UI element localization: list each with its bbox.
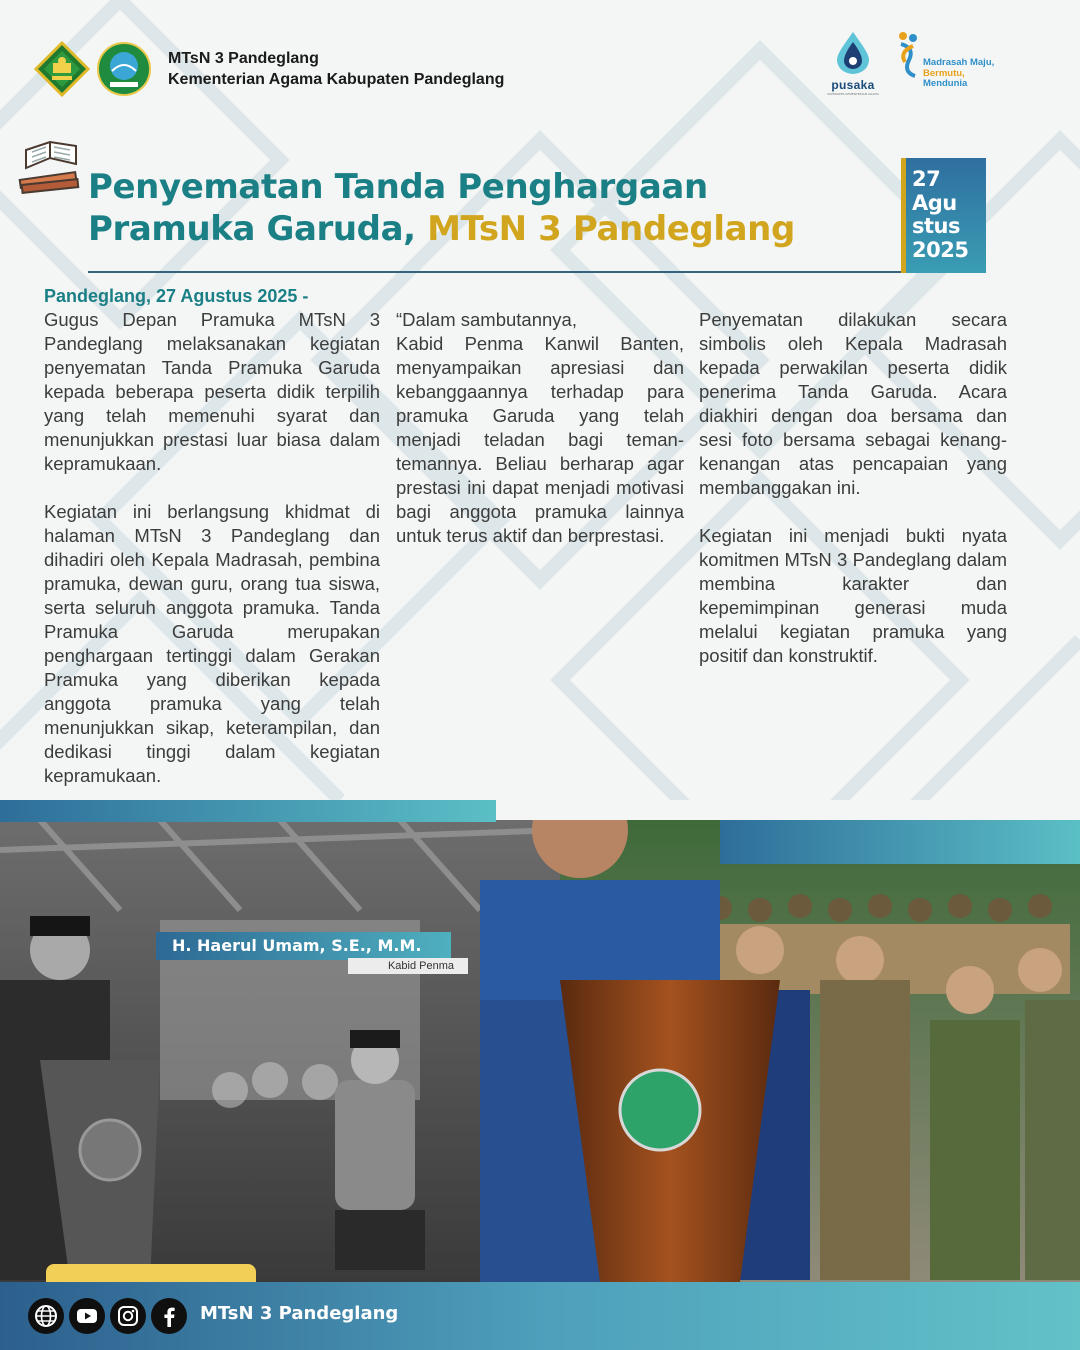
paragraph-1: Gugus Depan Pramuka MTsN 3 Pandeglang melaksanakan kegiatan penyematan Tanda Pramuka Garuda kepada beberapa peserta didik terpilih yang telah memenuhi syarat dan menunjukkan prestasi luar biasa dalam kepramukaan.	[44, 309, 380, 474]
madrasah-tagline-1: Madrasah Maju,	[923, 57, 995, 68]
instagram-icon[interactable]	[110, 1298, 146, 1334]
title-line-2	[88, 208, 888, 250]
speaker-role-caption: Kabid Penma	[348, 958, 468, 974]
pusaka-sub: SUPERAPPS KEMENTERIAN AGAMA	[827, 92, 879, 96]
footer-account-name: MTsN 3 Pandeglang	[200, 1303, 399, 1324]
article-title	[88, 166, 888, 250]
book-icon	[14, 138, 86, 194]
globe-icon[interactable]	[28, 1298, 64, 1334]
pandeglang-logo	[96, 41, 152, 97]
youtube-icon[interactable]	[69, 1298, 105, 1334]
ministry-name: Kementerian Agama Kabupaten Pandeglang	[168, 71, 505, 88]
facebook-icon[interactable]	[151, 1298, 187, 1334]
date-month-part-1: Agu	[912, 190, 957, 215]
title-part-2: Pramuka Garuda,	[88, 209, 428, 249]
paragraph-5: Kegiatan ini menjadi bukti nyata komitmen MTsN 3 Pandeglang dalam membina karakter dan kepemimpinan generasi muda melalui kegiatan pramuka yang positif dan konstruktif.	[699, 525, 1007, 666]
paragraph-3: Kabid Penma Kanwil Banten, menyampaikan apresiasi dan kebanggaannya terhadap para pramuka Garuda yang telah menjadi teladan bagi teman-temannya. Beliau berharap agar prestasi ini dapat menjadi motivasi bagi anggota pramuka lainnya untuk terus aktif dan berprestasi.	[396, 333, 684, 546]
school-name: MTsN 3 Pandeglang	[168, 50, 319, 67]
madrasah-maju-logo	[895, 30, 1005, 90]
title-line-1: Penyematan Tanda Penghargaan	[88, 167, 708, 207]
article-column-3	[699, 308, 1007, 692]
madrasah-figure-icon	[895, 30, 921, 78]
madrasah-tagline-2: Bermutu,	[923, 67, 965, 79]
header	[34, 40, 504, 98]
article-column-2	[396, 308, 684, 572]
kemenag-logo	[34, 41, 90, 97]
article-column-1	[44, 308, 380, 812]
pusaka-logo	[826, 30, 880, 96]
date-badge	[901, 158, 986, 273]
event-photo-collage	[0, 820, 1080, 1282]
title-underline	[88, 271, 903, 273]
pusaka-label: pusaka	[831, 78, 875, 92]
accent-strip-right	[720, 820, 1080, 864]
date-month-part-2: stus	[912, 214, 960, 238]
pusaka-drop-icon	[833, 30, 873, 74]
quote-intro: “Dalam sambutannya,	[396, 309, 577, 330]
date-day: 27	[912, 167, 941, 191]
speaker-name-caption: H. Haerul Umam, S.E., M.M.	[156, 932, 451, 960]
madrasah-tagline-3: Mendunia	[923, 78, 968, 89]
dateline: Pandeglang, 27 Agustus 2025 -	[44, 286, 309, 306]
accent-strip-left	[0, 800, 496, 822]
footer	[0, 1282, 1080, 1350]
date-year: 2025	[912, 237, 969, 262]
paragraph-2: Kegiatan ini berlangsung khidmat di halaman MTsN 3 Pandeglang dan dihadiri oleh Kepala Madrasah, pembina pramuka, dewan guru, orang tua siswa, serta seluruh anggota pramuka. Tanda Pramuka Garuda merupakan penghargaan tertinggi dalam Gerakan Pramuka yang diberikan kepada anggota pramuka yang telah menunjukkan sikap, keterampilan, dan dedikasi tinggi dalam kegiatan kepramukaan.	[44, 501, 380, 786]
paragraph-4: Penyematan dilakukan secara simbolis oleh Kepala Madrasah kepada perwakilan peserta didik penerima Tanda Garuda. Acara diakhiri dengan doa bersama dan sesi foto bersama sebagai kenang-kenangan atas pencapaian yang membanggakan ini.	[699, 309, 1007, 498]
footer-accent-tab	[46, 1264, 256, 1284]
title-highlight: MTsN 3 Pandeglang	[427, 209, 795, 249]
